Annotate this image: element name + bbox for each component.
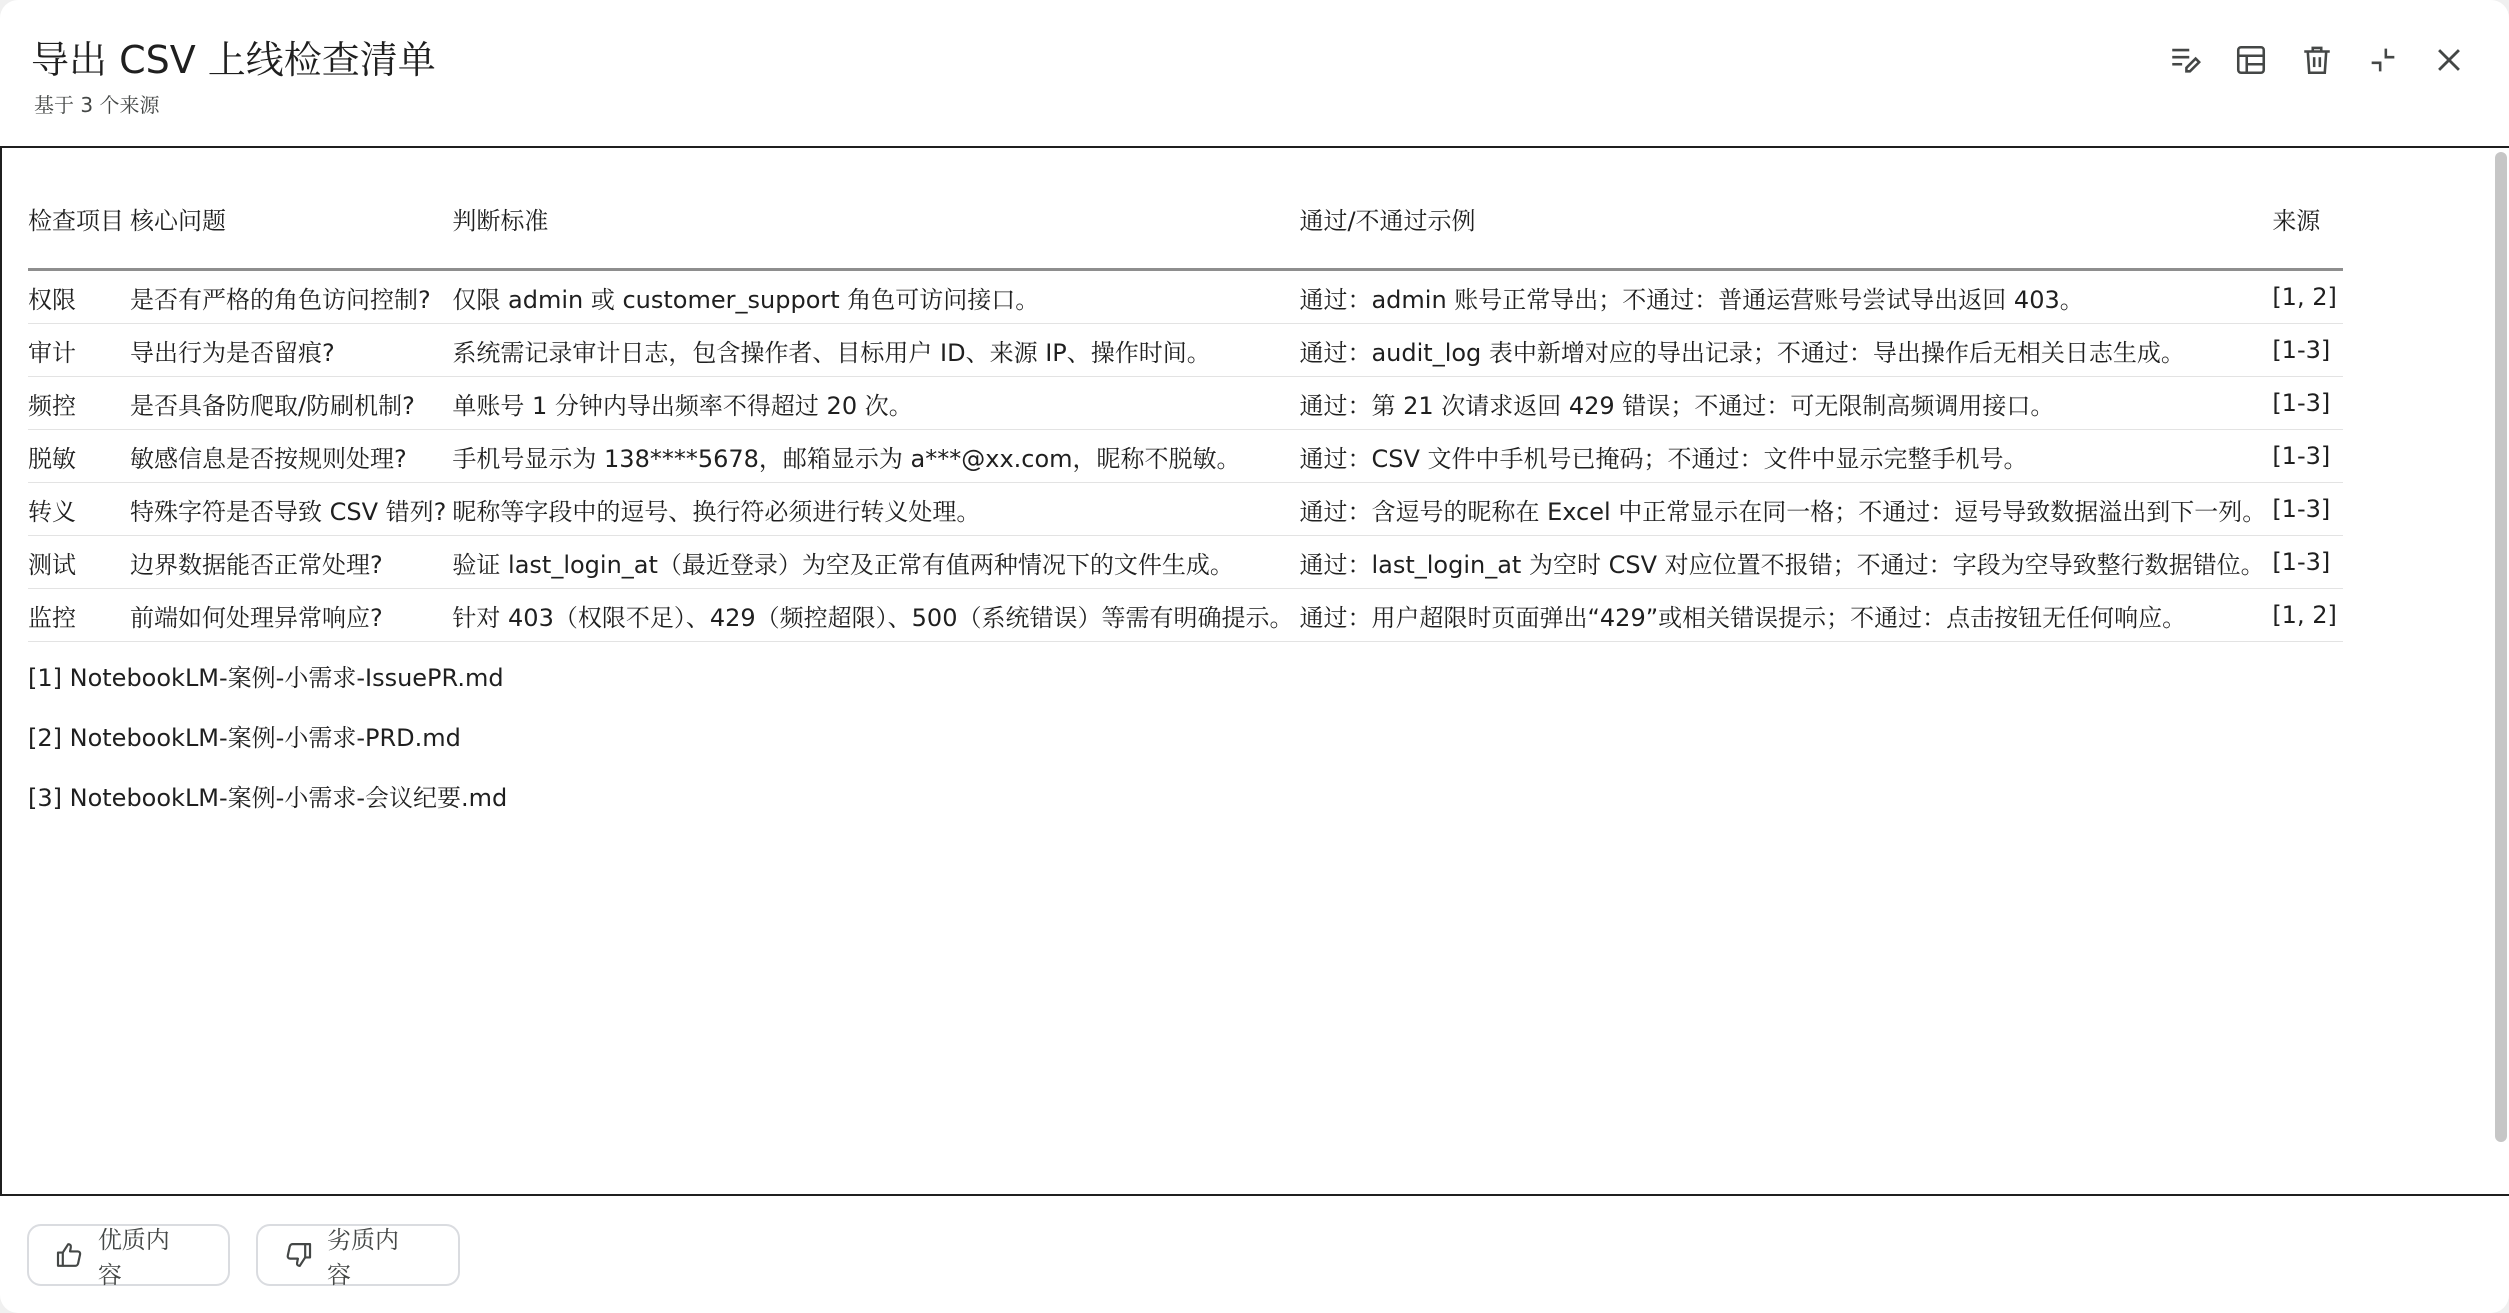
good-content-label: 优质内容 <box>97 1226 170 1289</box>
dialog-header <box>0 0 2509 146</box>
bad-content-button[interactable] <box>256 1224 460 1289</box>
edit-notes-icon <box>2168 43 2202 77</box>
reference-list <box>28 648 507 828</box>
bad-content-label: 劣质内容 <box>327 1226 400 1289</box>
cell-question: 是否有严格的角色访问控制? <box>130 270 452 324</box>
cell-source[interactable]: [1-3] <box>2272 536 2343 589</box>
column-header-criteria: 判断标准 <box>452 168 1299 270</box>
cell-item: 脱敏 <box>28 430 130 483</box>
table-row <box>28 589 2343 642</box>
cell-question: 边界数据能否正常处理? <box>130 536 452 589</box>
close-button[interactable] <box>2425 36 2473 84</box>
close-icon <box>2432 43 2466 77</box>
cell-criteria: 昵称等字段中的逗号、换行符必须进行转义处理。 <box>452 483 1299 536</box>
delete-button[interactable] <box>2293 36 2341 84</box>
scrollbar[interactable] <box>2495 152 2507 1142</box>
cell-source[interactable]: [1, 2] <box>2272 270 2343 324</box>
column-header-example: 通过/不通过示例 <box>1299 168 2272 270</box>
cell-source[interactable]: [1-3] <box>2272 377 2343 430</box>
cell-example: 通过：admin 账号正常导出；不通过：普通运营账号尝试导出返回 403。 <box>1299 270 2272 324</box>
cell-source[interactable]: [1-3] <box>2272 430 2343 483</box>
collapse-button[interactable] <box>2359 36 2407 84</box>
source-count: 基于 3 个来源 <box>34 93 160 117</box>
cell-criteria: 针对 403（权限不足）、429（频控超限）、500（系统错误）等需有明确提示。 <box>452 589 1299 642</box>
cell-example: 通过：CSV 文件中手机号已掩码；不通过：文件中显示完整手机号。 <box>1299 430 2272 483</box>
column-header-item: 检查项目 <box>28 168 130 270</box>
note-content[interactable] <box>0 146 2509 1196</box>
cell-question: 敏感信息是否按规则处理? <box>130 430 452 483</box>
toolbar <box>2161 36 2473 84</box>
feedback-bar <box>0 1194 2509 1313</box>
page-title: 导出 CSV 上线检查清单 <box>31 38 436 82</box>
checklist-table <box>28 168 2343 642</box>
table-row <box>28 536 2343 589</box>
cell-item: 监控 <box>28 589 130 642</box>
cell-item: 审计 <box>28 324 130 377</box>
cell-question: 前端如何处理异常响应? <box>130 589 452 642</box>
collapse-icon <box>2366 43 2400 77</box>
cell-item: 权限 <box>28 270 130 324</box>
thumbs-up-icon <box>55 1240 84 1270</box>
cell-criteria: 单账号 1 分钟内导出频率不得超过 20 次。 <box>452 377 1299 430</box>
edit-notes-button[interactable] <box>2161 36 2209 84</box>
cell-question: 特殊字符是否导致 CSV 错列? <box>130 483 452 536</box>
cell-source[interactable]: [1-3] <box>2272 324 2343 377</box>
table-row <box>28 377 2343 430</box>
table-row <box>28 430 2343 483</box>
thumbs-down-icon <box>284 1240 313 1270</box>
cell-question: 是否具备防爬取/防刷机制? <box>130 377 452 430</box>
cell-question: 导出行为是否留痕? <box>130 324 452 377</box>
column-header-question: 核心问题 <box>130 168 452 270</box>
table-icon <box>2234 43 2268 77</box>
cell-item: 测试 <box>28 536 130 589</box>
good-content-button[interactable] <box>27 1224 230 1289</box>
reference-item[interactable]: [2] NotebookLM-案例-小需求-PRD.md <box>28 724 461 752</box>
table-header-row <box>28 168 2343 270</box>
cell-criteria: 手机号显示为 138****5678，邮箱显示为 a***@xx.com，昵称不脱敏。 <box>452 430 1299 483</box>
table-row <box>28 270 2343 324</box>
cell-item: 转义 <box>28 483 130 536</box>
cell-item: 频控 <box>28 377 130 430</box>
reference-item[interactable]: [3] NotebookLM-案例-小需求-会议纪要.md <box>28 784 508 812</box>
cell-example: 通过：audit_log 表中新增对应的导出记录；不通过：导出操作后无相关日志生成。 <box>1299 324 2272 377</box>
cell-source[interactable]: [1-3] <box>2272 483 2343 536</box>
trash-icon <box>2300 43 2334 77</box>
cell-criteria: 系统需记录审计日志，包含操作者、目标用户 ID、来源 IP、操作时间。 <box>452 324 1299 377</box>
table-view-button[interactable] <box>2227 36 2275 84</box>
table-row <box>28 324 2343 377</box>
cell-criteria: 验证 last_login_at（最近登录）为空及正常有值两种情况下的文件生成。 <box>452 536 1299 589</box>
table-row <box>28 483 2343 536</box>
cell-example: 通过：last_login_at 为空时 CSV 对应位置不报错；不通过：字段为空导致整行数据错位。 <box>1299 536 2272 589</box>
cell-criteria: 仅限 admin 或 customer_support 角色可访问接口。 <box>452 270 1299 324</box>
column-header-source: 来源 <box>2272 168 2343 270</box>
cell-example: 通过：第 21 次请求返回 429 错误；不通过：可无限制高频调用接口。 <box>1299 377 2272 430</box>
cell-example: 通过：含逗号的昵称在 Excel 中正常显示在同一格；不通过：逗号导致数据溢出到下一列。 <box>1299 483 2272 536</box>
reference-item[interactable]: [1] NotebookLM-案例-小需求-IssuePR.md <box>28 664 504 692</box>
cell-example: 通过：用户超限时页面弹出“429”或相关错误提示；不通过：点击按钮无任何响应。 <box>1299 589 2272 642</box>
cell-source[interactable]: [1, 2] <box>2272 589 2343 642</box>
